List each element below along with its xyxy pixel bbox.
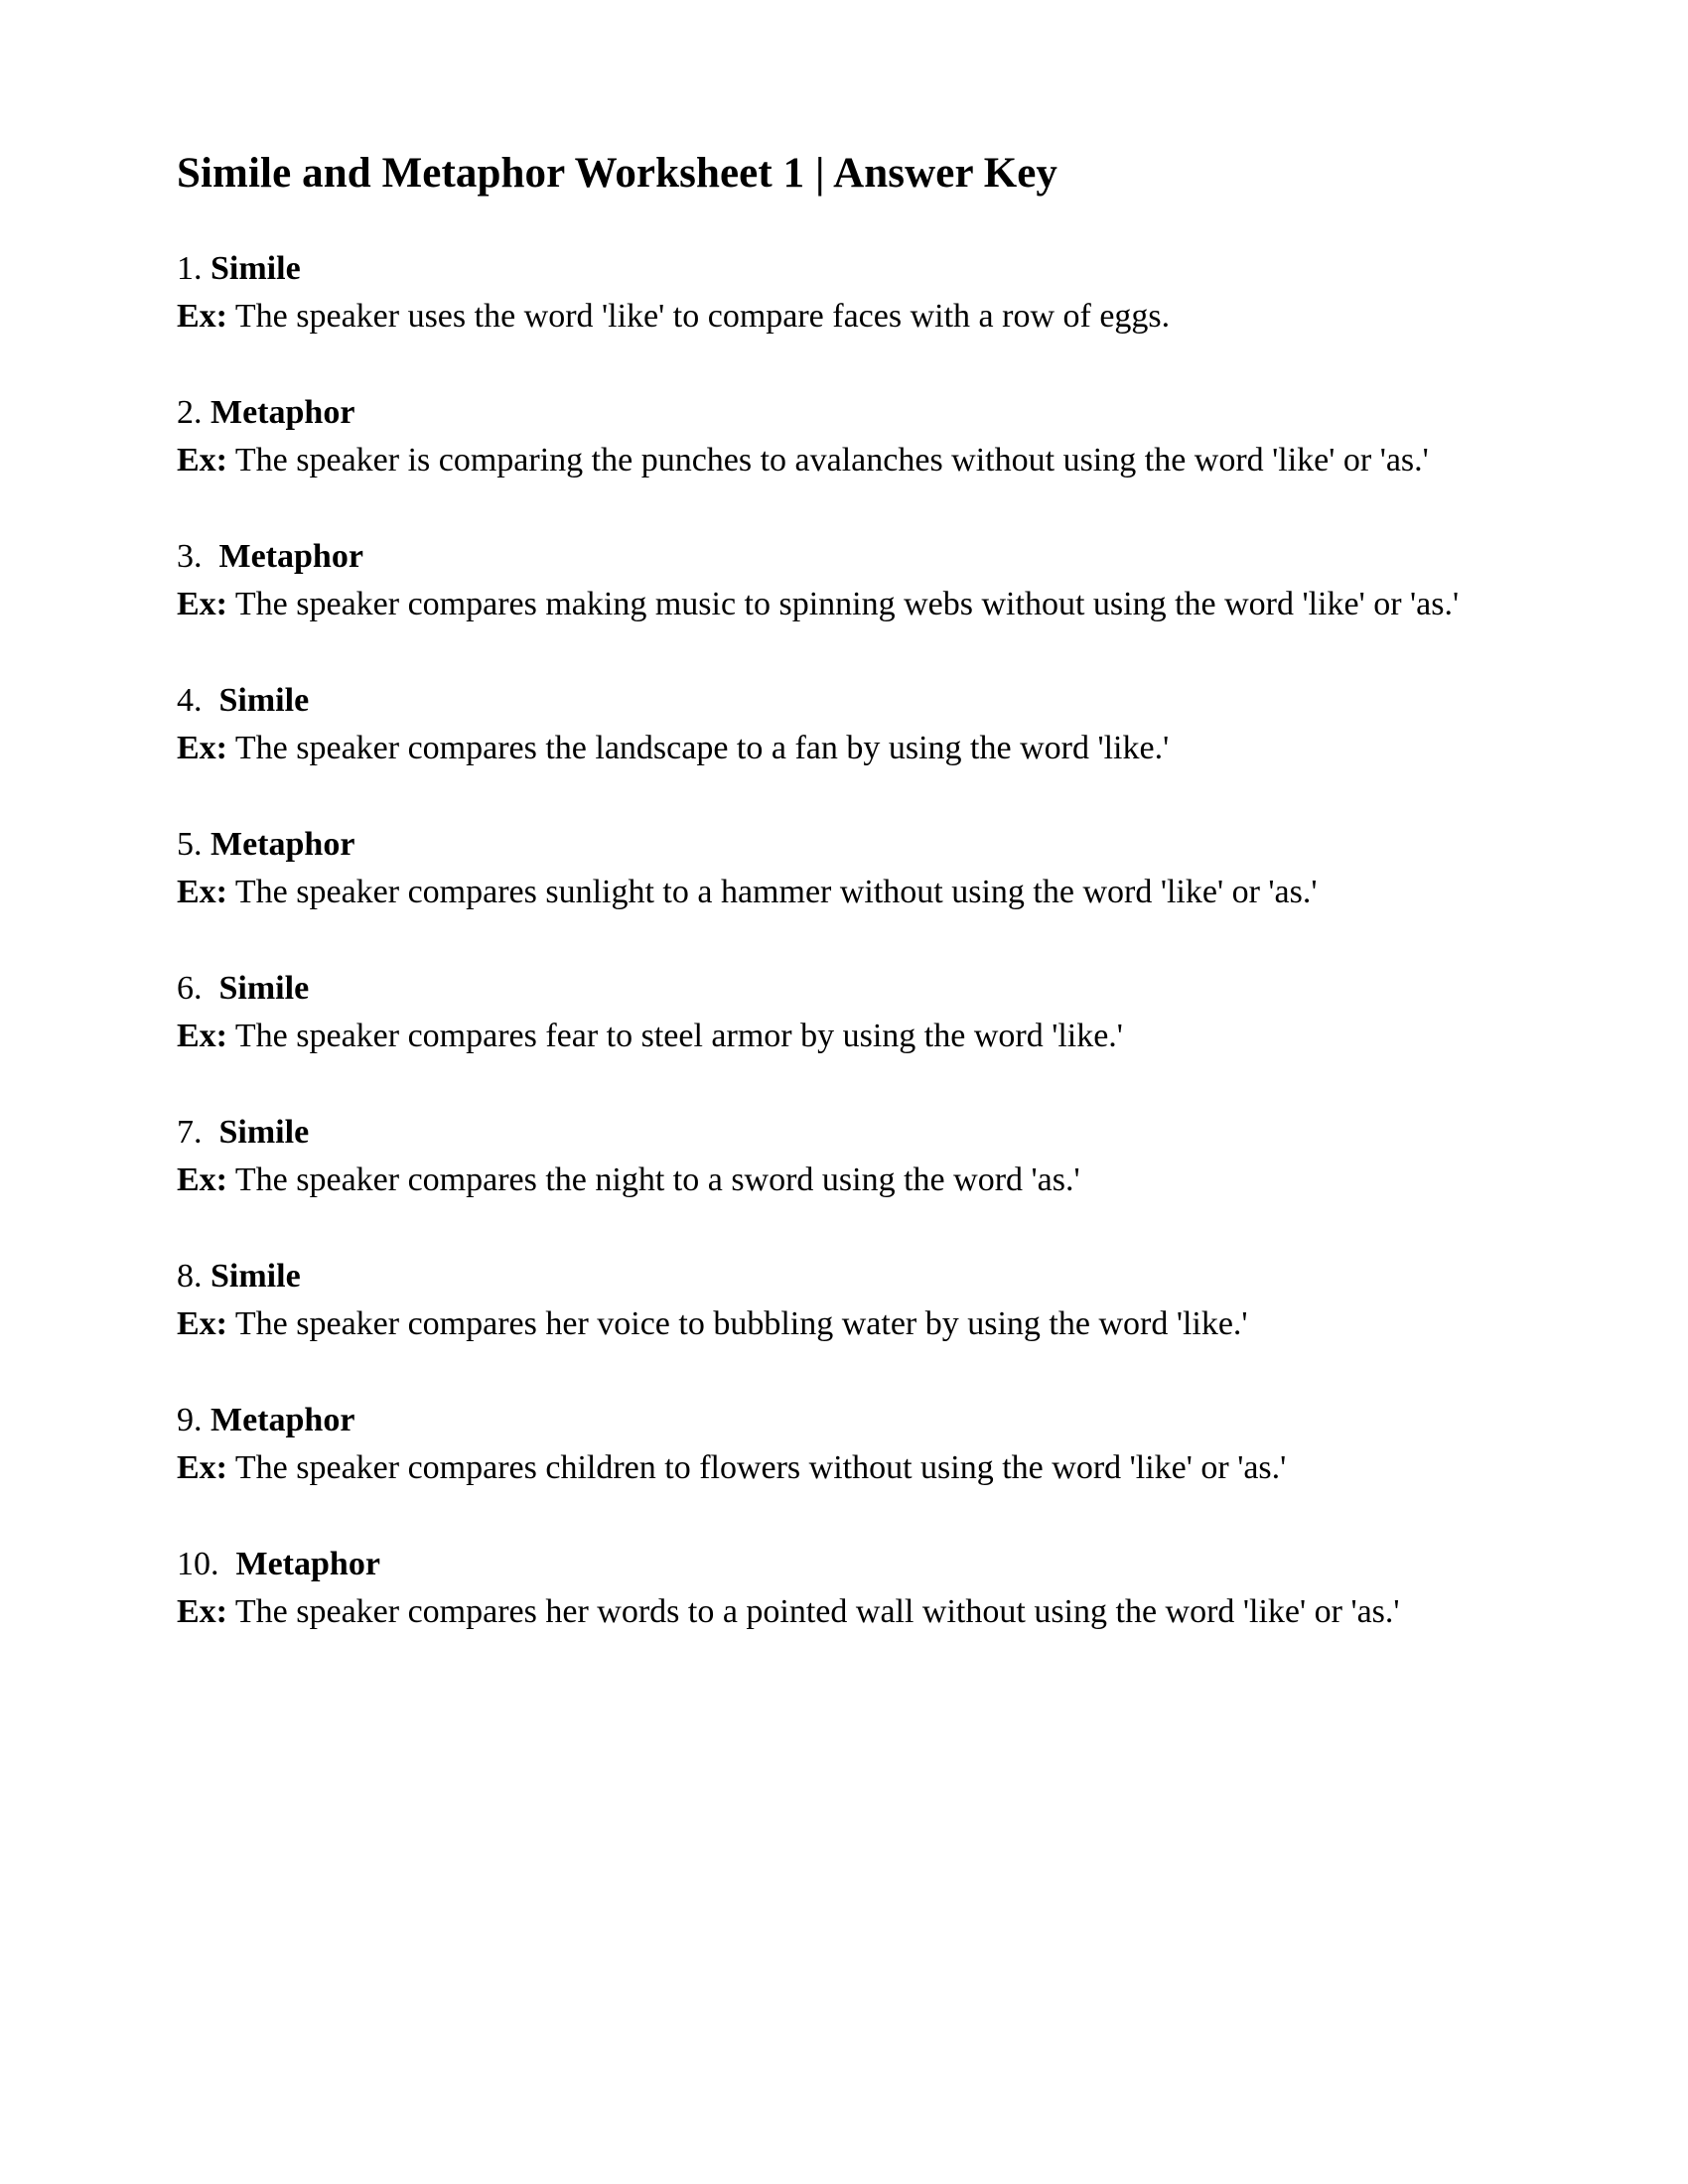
item-spacer-1 xyxy=(203,250,211,287)
ex-label-8: Ex: xyxy=(177,1305,227,1343)
item-spacer-7 xyxy=(203,1114,219,1151)
ex-text-2: The speaker is comparing the punches to avalanches without using the word 'like' or 'as.' xyxy=(234,441,1429,478)
item-number-8: 8. xyxy=(177,1258,203,1296)
ex-label-2: Ex: xyxy=(177,441,227,478)
answer-item-6 xyxy=(177,967,1527,1059)
item-spacer-10 xyxy=(219,1546,236,1582)
ex-text-1: The speaker uses the word 'like' to compare faces with a row of eggs. xyxy=(234,297,1171,335)
item-spacer-2 xyxy=(203,394,211,431)
item-spacer-3 xyxy=(203,538,219,575)
item-number-3: 3. xyxy=(177,537,203,575)
item-number-1: 1. xyxy=(177,249,203,287)
item-number-7: 7. xyxy=(177,1114,203,1152)
ex-text-9: The speaker compares children to flowers without using the word 'like' or 'as.' xyxy=(234,1449,1287,1487)
answer-heading-9 xyxy=(177,1399,1527,1442)
ex-label-5: Ex: xyxy=(177,874,227,911)
answer-explanation-3 xyxy=(177,583,1497,627)
answer-heading-2 xyxy=(177,391,1527,435)
item-number-9: 9. xyxy=(177,1402,203,1439)
answer-item-8 xyxy=(177,1255,1527,1347)
ex-text-7: The speaker compares the night to a sword using the word 'as.' xyxy=(234,1161,1080,1199)
answer-explanation-10 xyxy=(177,1590,1497,1635)
item-number-10: 10. xyxy=(177,1546,219,1583)
answer-heading-3 xyxy=(177,535,1527,579)
ex-label-3: Ex: xyxy=(177,586,227,623)
answer-explanation-4 xyxy=(177,727,1497,771)
answer-item-3 xyxy=(177,535,1527,627)
ex-text-4: The speaker compares the landscape to a fan by using the word 'like.' xyxy=(234,730,1170,767)
answer-item-1 xyxy=(177,247,1527,340)
item-number-2: 2. xyxy=(177,393,203,431)
answer-explanation-7 xyxy=(177,1159,1497,1203)
answer-heading-1 xyxy=(177,247,1527,291)
item-answer-4: Simile xyxy=(218,681,310,719)
ex-text-10: The speaker compares her words to a pointed wall without using the word 'like' or 'as.' xyxy=(234,1593,1400,1631)
item-answer-1: Simile xyxy=(211,249,301,287)
item-number-5: 5. xyxy=(177,825,203,863)
ex-text-8: The speaker compares her voice to bubbling water by using the word 'like.' xyxy=(234,1305,1248,1343)
answer-explanation-5 xyxy=(177,871,1497,915)
ex-label-7: Ex: xyxy=(177,1161,227,1199)
answer-explanation-2 xyxy=(177,439,1497,483)
document-content xyxy=(177,149,1527,1635)
answer-heading-8 xyxy=(177,1255,1527,1298)
item-spacer-4 xyxy=(203,682,219,719)
page-title: Simile and Metaphor Worksheet 1 | Answer Key xyxy=(177,150,1058,197)
item-answer-9: Metaphor xyxy=(211,1402,355,1439)
answer-heading-10 xyxy=(177,1543,1527,1586)
item-spacer-6 xyxy=(203,970,219,1007)
item-answer-10: Metaphor xyxy=(235,1546,380,1583)
answer-explanation-1 xyxy=(177,295,1497,340)
item-answer-7: Simile xyxy=(218,1114,310,1152)
item-answer-2: Metaphor xyxy=(211,393,355,431)
item-answer-5: Metaphor xyxy=(211,825,355,863)
item-number-4: 4. xyxy=(177,681,203,719)
ex-text-5: The speaker compares sunlight to a hammer without using the word 'like' or 'as.' xyxy=(234,874,1318,911)
answer-item-7 xyxy=(177,1111,1527,1203)
answer-explanation-8 xyxy=(177,1302,1497,1347)
answer-item-9 xyxy=(177,1399,1527,1491)
answer-heading-4 xyxy=(177,679,1527,723)
ex-label-6: Ex: xyxy=(177,1018,227,1055)
answer-item-10 xyxy=(177,1543,1527,1635)
answer-heading-5 xyxy=(177,823,1527,867)
ex-label-9: Ex: xyxy=(177,1449,227,1487)
ex-text-3: The speaker compares making music to spinning webs without using the word 'like' or 'as.' xyxy=(234,586,1460,623)
item-answer-8: Simile xyxy=(211,1258,301,1296)
answer-item-4 xyxy=(177,679,1527,771)
answer-explanation-9 xyxy=(177,1446,1497,1491)
ex-text-6: The speaker compares fear to steel armor by using the word 'like.' xyxy=(234,1018,1123,1055)
item-number-6: 6. xyxy=(177,970,203,1008)
ex-label-10: Ex: xyxy=(177,1593,227,1631)
answer-item-2 xyxy=(177,391,1527,483)
answer-explanation-6 xyxy=(177,1015,1497,1059)
ex-label-1: Ex: xyxy=(177,297,227,335)
item-spacer-8 xyxy=(203,1258,211,1295)
item-answer-3: Metaphor xyxy=(218,537,363,575)
answer-item-5 xyxy=(177,823,1527,915)
item-spacer-9 xyxy=(203,1402,211,1438)
answer-heading-6 xyxy=(177,967,1527,1011)
item-answer-6: Simile xyxy=(218,970,310,1008)
item-spacer-5 xyxy=(203,826,211,863)
answer-heading-7 xyxy=(177,1111,1527,1155)
ex-label-4: Ex: xyxy=(177,730,227,767)
